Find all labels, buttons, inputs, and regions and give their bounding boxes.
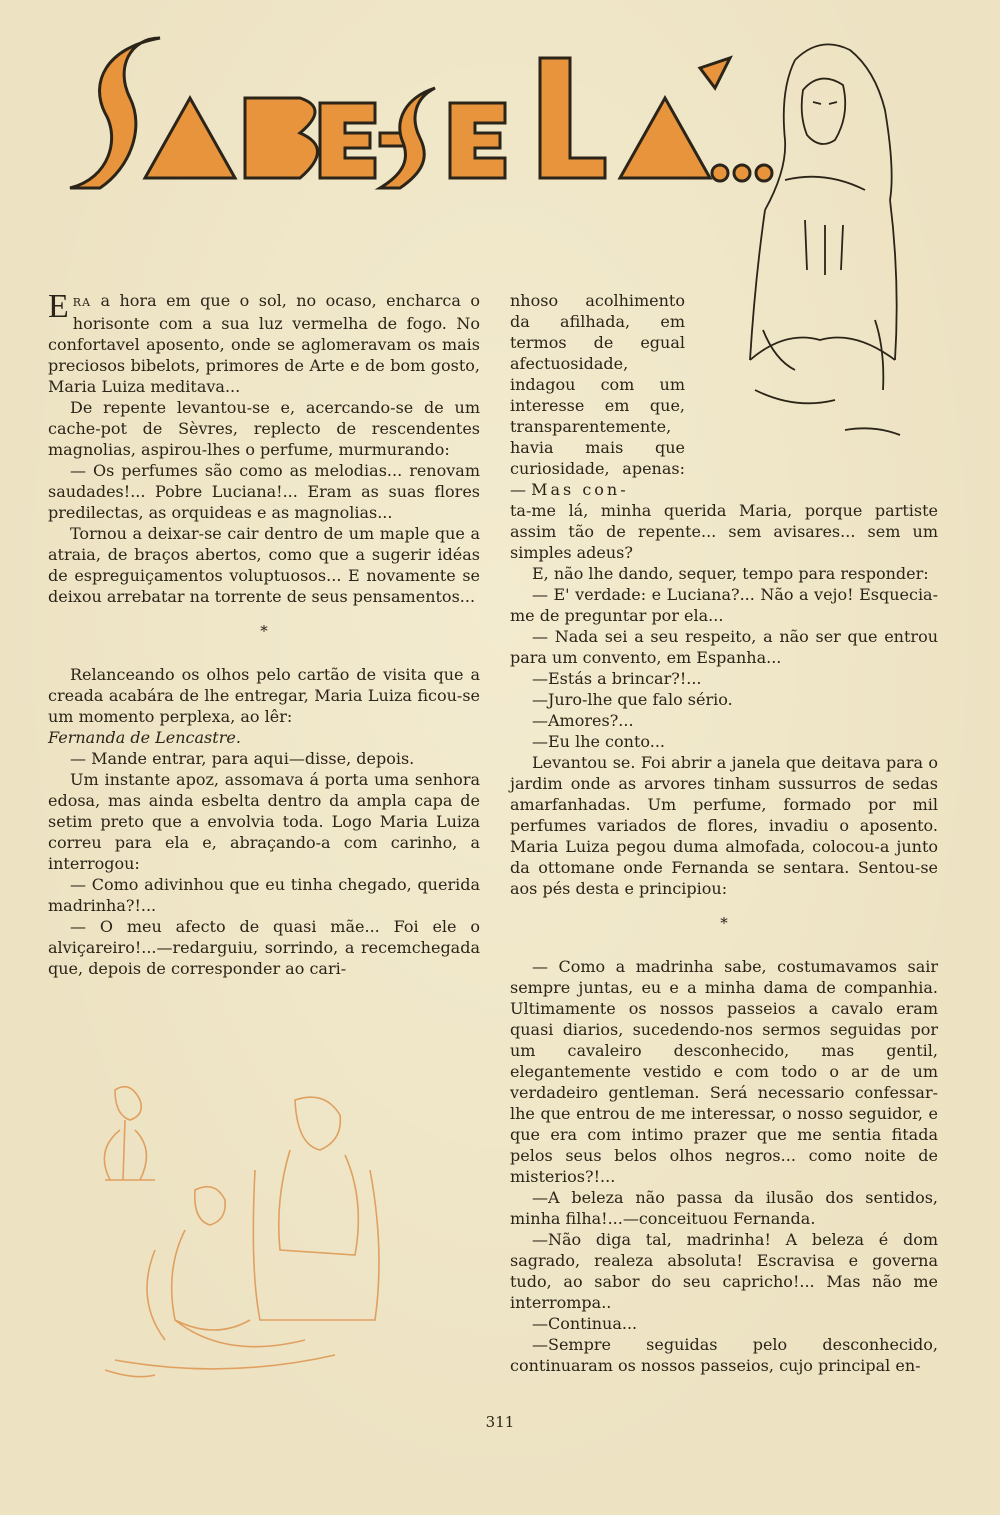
- paragraph: [510, 290, 685, 500]
- paragraph: — Como adivinhou que eu tinha chegado, querida madrinha?!...: [48, 875, 480, 915]
- girls-sketch-svg: [75, 1070, 405, 1400]
- paragraph: —Não diga tal, madrinha! A beleza é dom sagrado, realeza absoluta! Escravisa e governa tudo, ao sabor do seu capricho!... Mas não me interrompa..: [510, 1230, 938, 1312]
- paragraph-text: a hora em que o sol, no ocaso, encharca o horisonte com a sua luz vermelha de fogo. No confortavel aposento, onde se aglomeravam os mais preciosos bibelots, primores de Arte e de bom gosto, Maria Luiza meditava...: [48, 291, 480, 396]
- paragraph: ta-me lá, minha querida Maria, porque partiste assim tão de repente... sem avisares... sem um simples adeus?: [510, 501, 938, 562]
- visiting-card-name: [48, 727, 480, 748]
- section-separator: *: [720, 914, 728, 932]
- lead-smallcaps: RA: [72, 296, 92, 309]
- paragraph: — E' verdade: e Luciana?... Não a vejo! Esquecia-me de preguntar por ela...: [510, 585, 938, 625]
- paragraph: —Estás a brincar?!...: [532, 669, 702, 688]
- title-lettering: [60, 28, 780, 198]
- left-column: [48, 290, 480, 979]
- paragraph: Relanceando os olhos pelo cartão de visita que a creada acabára de lhe entregar, Maria Luiza ficou-se um momento perplexa, ao lêr:: [48, 665, 480, 726]
- paragraph: E, não lhe dando, sequer, tempo para responder:: [532, 564, 929, 583]
- drop-cap: E: [48, 288, 69, 325]
- page-number: 311: [485, 1413, 515, 1431]
- girls-illustration: [75, 1070, 405, 1400]
- card-name-text: Fernanda de Lencastre.: [48, 728, 241, 747]
- paragraph: Tornou a deixar-se cair dentro de um maple que a atraia, de braços abertos, como que a sugerir idéas de espreguiçamentos voluptuosos... E novamente se deixou arrebatar na torrente de seus pensamentos...: [48, 524, 480, 606]
- paragraph: —A beleza não passa da ilusão dos sentidos, minha filha!...—conceituou Fernanda.: [510, 1188, 938, 1228]
- paragraph-text: nhoso acolhimento da afilhada, em termos de egual afectuosidade, indagou com um interesse em que, transparentemente, havia mais que curiosidade, apenas: —: [510, 291, 685, 499]
- paragraph: —Continua...: [532, 1314, 638, 1333]
- paragraph: — O meu afecto de quasi mãe... Foi ele o alviçareiro!...—redarguiu, sorrindo, a recemchegada que, depois de corresponder ao cari-: [48, 917, 480, 978]
- paragraph: — Como a madrinha sabe, costumavamos sair sempre juntas, eu e a minha dama de companhia. Ultimamente os nossos passeios a cavalo eram quasi diarios, sucedendo-nos sermos seguidas por um cavaleiro desconhecido, mas gentil, elegantemente vestido e com todo o ar de um verdadeiro gentleman. Será necessario confessar-lhe que entrou de me interessar, o nosso seguidor, e que era com intimo prazer que me sentia fitada pelos seus belos olhos negros... como noite de misterios?!...: [510, 957, 938, 1186]
- spaced-text: Mas con-: [531, 480, 629, 499]
- paragraph: — Mande entrar, para aqui—disse, depois.: [70, 749, 415, 768]
- section-separator: *: [260, 622, 268, 640]
- paragraph: —Juro-lhe que falo sério.: [532, 690, 733, 709]
- opening-paragraph: [48, 290, 480, 397]
- paragraph: —Sempre seguidas pelo desconhecido, continuaram os nossos passeios, cujo principal en-: [510, 1335, 938, 1375]
- paragraph: —Eu lhe conto...: [532, 732, 665, 751]
- right-column: [510, 500, 938, 1376]
- paragraph: — Nada sei a seu respeito, a não ser que entrou para um convento, em Espanha...: [510, 627, 938, 667]
- paragraph: —Amores?...: [532, 711, 634, 730]
- paragraph: Um instante apoz, assomava á porta uma senhora edosa, mas ainda esbelta dentro da ampla capa de setim preto que a envolvia toda. Logo Maria Luiza correu para ela e, abraçando-a com carinho, a interrogou:: [48, 770, 480, 873]
- paragraph: — Os perfumes são como as melodias... renovam saudades!... Pobre Luciana!... Eram as suas flores predilectas, as orquideas e as magnolias...: [48, 461, 480, 522]
- paragraph: De repente levantou-se e, acercando-se de um cache-pot de Sèvres, replecto de rescendentes magnolias, aspirou-lhes o perfume, murmurando:: [48, 398, 480, 459]
- nun-illustration: [725, 30, 915, 470]
- nun-sketch-svg: [725, 30, 915, 470]
- paragraph: Levantou se. Foi abrir a janela que deitava para o jardim onde as arvores tinham sussurros de sedas amarfanhadas. Um perfume, formado por mil perfumes variados de flores, invadiu o aposento. Maria Luiza pegou duma almofada, colocou-a junto da ottomane onde Fernanda se sentara. Sentou-se aos pés desta e principiou:: [510, 753, 938, 898]
- title-svg: [60, 28, 780, 198]
- right-narrow-column: [510, 290, 685, 500]
